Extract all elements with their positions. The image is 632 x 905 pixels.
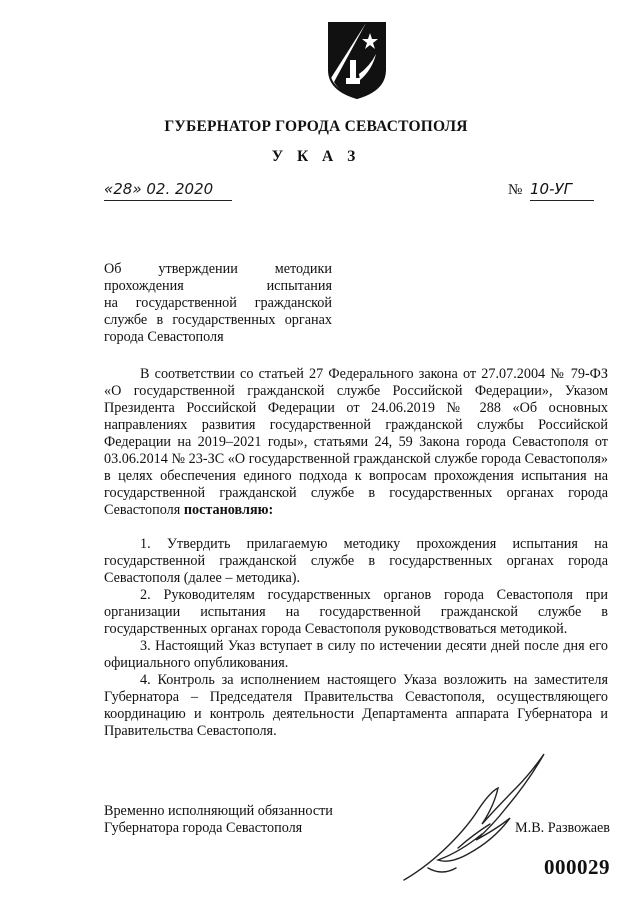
signatory-name: М.В. Развожаев — [515, 820, 610, 836]
decree-number: 10-УГ — [530, 178, 594, 201]
decree-title: У К А З — [271, 148, 361, 165]
clause-2: 2. Руководителям государственных органов города Севастополя при организации испытания на государственной гражданской службе в государственных органах города Севастополя руководствоваться методикой. — [104, 587, 608, 637]
clause-4: 4. Контроль за исполнением настоящего Указа возложить на заместителя Губернатора – Председателя Правительства Севастополя, осуществляющего координацию и контроль деятельности Департамента аппарата Губернатора и Правительства Севастополя. — [104, 672, 608, 739]
subject-line: города Севастополя — [104, 329, 224, 345]
preamble-text: В соответствии со статьей 27 Федерального закона от 27.07.2004 № 79-ФЗ «О государственной гражданской службе Российской Федерации», Указом Президента Российской Федерации от 24.06.2019 № 288 «Об основных направлениях развития государственной гражданской службы Российской Федерации на 2019–2021 годы», статьями 24, 59 Закона города Севастополя от 03.06.2014 № 23-ЗС «О государственной гражданской службе города Севастополя» в целях обеспечения единого подхода к вопросам прохождения испытания на государственной гражданской службе в государственных органах города Севастополя — [104, 366, 608, 518]
governor-title: ГУБЕРНАТОР ГОРОДА СЕВАСТОПОЛЯ — [164, 118, 468, 135]
signatory-position — [104, 803, 404, 837]
clause-1: 1. Утвердить прилагаемую методику прохождения испытания на государственной гражданской службе в государственных органах города Севастополя (далее – методика). — [104, 536, 608, 586]
subject-line: службе в государственных органах — [104, 312, 332, 328]
subject-line: Об утверждении методики — [104, 261, 332, 277]
preamble-keyword: постановляю: — [183, 502, 274, 518]
decree-date: «28» 02. 2020 — [104, 178, 232, 201]
registration-number: 000029 — [544, 855, 610, 879]
subject-line: на государственной гражданской — [104, 295, 332, 311]
preamble-paragraph — [104, 366, 608, 519]
decree-number-field — [508, 178, 608, 200]
subject-line: прохождения испытания — [104, 278, 332, 294]
clause-3: 3. Настоящий Указ вступает в силу по истечении десяти дней после дня его официального опубликования. — [104, 638, 608, 671]
number-sign: № — [508, 182, 523, 198]
position-line-2: Губернатора города Севастополя — [104, 820, 303, 836]
decree-subject — [104, 261, 332, 346]
decree-body — [104, 366, 608, 740]
position-line-1: Временно исполняющий обязанности — [104, 803, 333, 819]
sevastopol-coat-of-arms-icon — [326, 20, 388, 100]
